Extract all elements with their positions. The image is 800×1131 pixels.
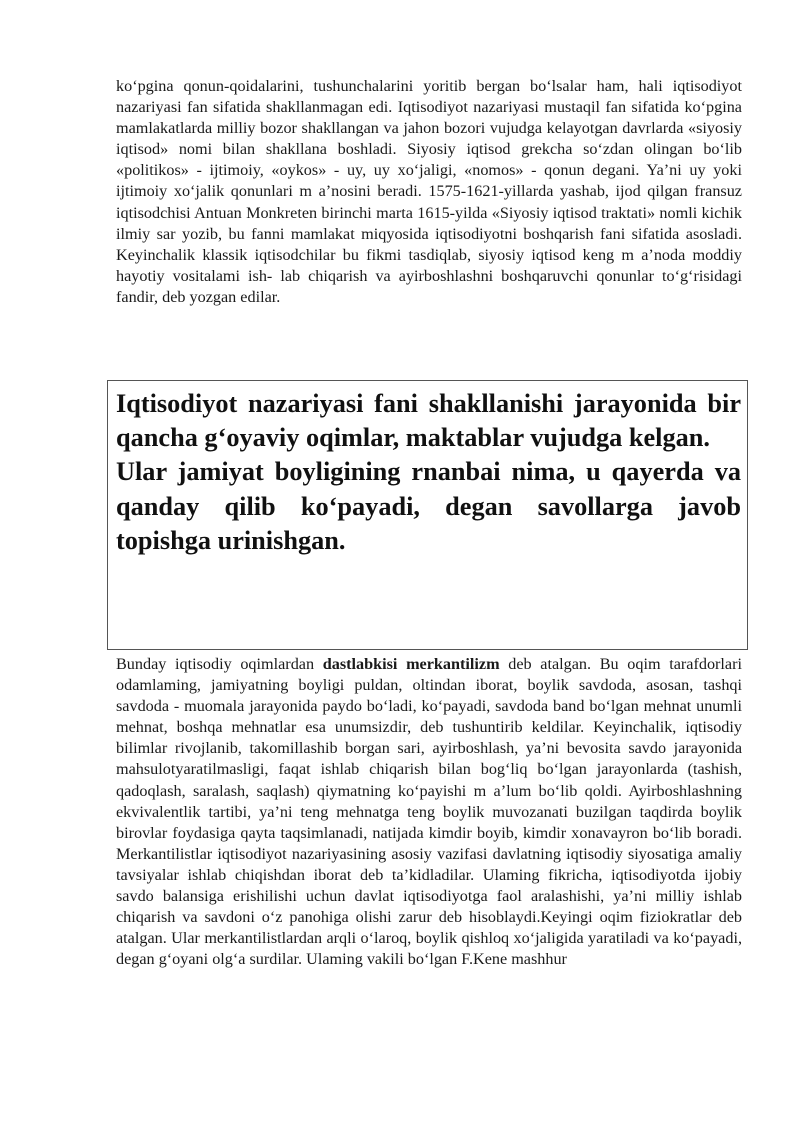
paragraph-lead-text: Bunday iqtisodiy oqimlardan <box>116 655 323 673</box>
highlight-line-1: Iqtisodiyot nazariyasi fani shakllanishi jarayonida bir qancha gʻoyaviy oqimlar, maktablar vujudga kelgan. <box>116 389 741 453</box>
paragraph-body-text: deb atalgan. Bu oqim tarafdorlari odamlaming, jamiyatning boyligi puldan, oltindan iborat, boylik savdoda, asosan, tashqi savdoda - muomala jarayonida paydo boʻladi, koʻpayadi, savdoda band boʻlgan mehnat unumli mehnat, boshqa mehnatlar esa unumsizdir, deb tushuntirib keldilar. Keyinchalik, iqtisodiy bilimlar rivojlanib, takomillashib borgan sari, ayirboshlash, ya’ni bevosita savdo jarayonida mahsulotyaratilmasligi, faqat ishlab chiqarish bilan bogʻliq boʻlgan jarayonlarda (tashish, qadoqlash, saralash, saqlash) qiymatning koʻpayishi m a’lum boʻlib qoldi. Ayirboshlashning ekvivalentlik tartibi, ya’ni teng mehnatga teng boylik muvozanati buzilgan taqdirda boylik birovlar foydasiga qayta taqsimlanadi, natijada kimdir boyib, kimdir xonavayron boʻlib boradi. Merkantilistlar iqtisodiyot nazariyasining asosiy vazifasi davlatning iqtisodiy siyosatiga amaliy tavsiyalar ishlab chiqishdan iborat deb ta’kidladilar. Ulaming fikricha, iqtisodiyotda ijobiy savdo balansiga erishilishi uchun davlat iqtisodiyotga faol aralashishi, ya’ni milliy ishlab chiqarish va savdoni oʻz panohiga olishi zarur deb hisoblaydi.Keyingi oqim fiziokratlar deb atalgan. Ular merkantilistlardan arqli oʻlaroq, boylik qishloq xoʻjaligida yaratiladi va koʻpayadi, degan gʻoyani olgʻa surdilar. Ulaming vakili boʻlgan F.Kene mashhur <box>116 655 742 969</box>
paragraph-mercantilism <box>116 654 742 970</box>
bold-term: dastlabkisi merkantilizm <box>322 655 500 673</box>
paragraph-intro: koʻpgina qonun-qoidalarini, tushunchalarini yoritib bergan boʻlsalar ham, hali iqtisodiyot nazariyasi fan sifatida shakllanmagan edi. Iqtisodiyot nazariyasi mustaqil fan sifatida koʻpgina mamlakatlarda milliy bozor shakllangan va jahon bozori vujudga kelayotgan davrlarda «siyosiy iqtisod» nomi bilan shakllana boshladi. Siyosiy iqtisod grekcha soʻzdan olingan boʻlib «politikos» - ijtimoiy, «oykos» - uy, uy xoʻjaligi, «nomos» - qonun degani. Ya’ni uy yoki ijtimoiy xoʻjalik qonunlari m a’nosini beradi. 1575-1621-yillarda yashab, ijod qilgan fransuz iqtisodchisi Antuan Monkreten birinchi marta 1615-yilda «Siyosiy iqtisod traktati» nomli kichik ilmiy sar yozib, bu fanni mamlakat miqyosida iqtisodiyotni boshqarish fani sifatida asosladi. Keyinchalik klassik iqtisodchilar bu fikmi tasdiqlab, siyosiy iqtisod keng m a’noda moddiy hayotiy vositalami ish- lab chiqarish va ayirboshlashni boshqaruvchi qonunlar toʻgʻrisidagi fandir, deb yozgan edilar. <box>116 77 742 306</box>
highlight-text <box>116 387 741 558</box>
highlight-line-2: Ular jamiyat boyligining rnanbai nima, u qayerda va qanday qilib koʻpayadi, degan savollarga javob topishga urinishgan. <box>116 457 741 555</box>
highlight-box <box>107 380 748 650</box>
